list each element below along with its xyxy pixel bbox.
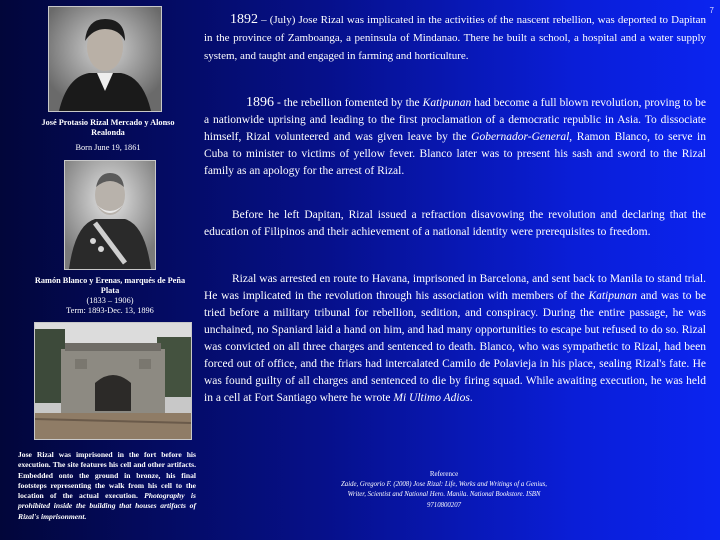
fort-caption-italic: Photography is prohibited inside the building that houses artifacts of Rizal's imprisonment. <box>18 491 196 521</box>
paragraph-arrest-text-1: Rizal was arrested en route to Havana, imprisoned in Barcelona, and sent back to Manila to stand trial. He was implicated in the revolution through his association with members of the <box>204 273 706 302</box>
paragraph-arrest-text-3: . <box>469 392 473 404</box>
reference-block <box>335 469 553 511</box>
rizal-born: Born June 19, 1861 <box>75 143 141 152</box>
year-1896: 1896 <box>246 95 274 110</box>
rizal-portrait <box>48 6 162 112</box>
governor-general-term: Gobernador-General <box>471 131 570 143</box>
fort-santiago-photo <box>34 322 192 440</box>
paragraph-1896-text-1: - the rebellion fomented by the <box>274 97 423 109</box>
paragraph-1896-text-3: , Ramon Blanco, to serve in Cuba to minister to victims of yellow fever. Blanco later was to present his sash and sword to the Rizal family as an apology for the arrest of Rizal. <box>204 131 706 177</box>
slide-number: 7 <box>709 6 714 15</box>
fort-caption <box>18 450 196 522</box>
blanco-name: Ramón Blanco y Erenas, marqués de Peña Plata <box>34 276 186 295</box>
rizal-name: José Protasio Rizal Mercado y Alonso Realonda <box>41 118 175 137</box>
blanco-caption <box>28 276 192 316</box>
paragraph-arrest-text-2: and was to be tried before a military tribunal for rebellion, sedition, and conspiracy. During the entire passage, he was unchained, no Spaniard laid a hand on him, and had many opportunities to escape but refused to do so. Rizal was convicted on all three charges and sentenced to death. Blanco, who was sympathetic to Rizal, had been forced out of office, and the friars had intercalated Camilo de Polavieja in his place, sealing Rizal's fate. He was found guilty of all charges and sentenced to die by firing squad. While awaiting execution, he was held in a cell at Fort Santiago where he wrote <box>204 290 706 404</box>
paragraph-dapitan: Before he left Dapitan, Rizal issued a refraction disavowing the revolution and declaring that the education of Filipinos and their achievement of a national identity were prerequisites to freedom. <box>204 209 706 238</box>
fort-caption-main: Jose Rizal was imprisoned in the fort before his execution. The site features his cell and other artifacts. Embedded onto the ground in bronze, his final footsteps representing the walk from his cell to the location of the actual execution. <box>18 450 196 501</box>
blanco-years: (1833 – 1906) <box>86 296 134 305</box>
paragraph-1896-text-2: had become a full blown revolution, proving to be a nationwide uprising and leading to the first proclamation of a democratic republic in Asia. To dissociate himself, Rizal volunteered and was given leave by the <box>204 97 707 143</box>
katipunan-term-2: Katipunan <box>588 290 637 302</box>
year-1892: 1892 <box>230 12 258 27</box>
paragraph-1896 <box>204 94 706 180</box>
blanco-portrait <box>64 160 156 270</box>
reference-title: Reference <box>429 470 459 478</box>
paragraph-1892-text: – (July) Jose Rizal was implicated in the activities of the nascent rebellion, was deported to Dapitan in the province of Zamboanga, a peninsula of Mindanao. There he built a school, a hospital and a water supply system, and taught and engaged in farming and horticulture. <box>204 14 706 62</box>
paragraph-arrest <box>204 271 706 407</box>
paragraph-1892 <box>204 11 706 65</box>
katipunan-term: Katipunan <box>422 97 472 109</box>
blanco-term: Term: 1893-Dec. 13, 1896 <box>66 306 154 315</box>
poem-title: Mi Ultimo Adios <box>393 392 470 404</box>
reference-text: Zaide, Gregorio F. (2008) Jose Rizal: Life, Works and Writings of a Genius, Writer, Scientist and National Hero. Manila. National Bookstore. ISBN 9710800207 <box>341 480 547 509</box>
rizal-caption <box>38 118 178 153</box>
